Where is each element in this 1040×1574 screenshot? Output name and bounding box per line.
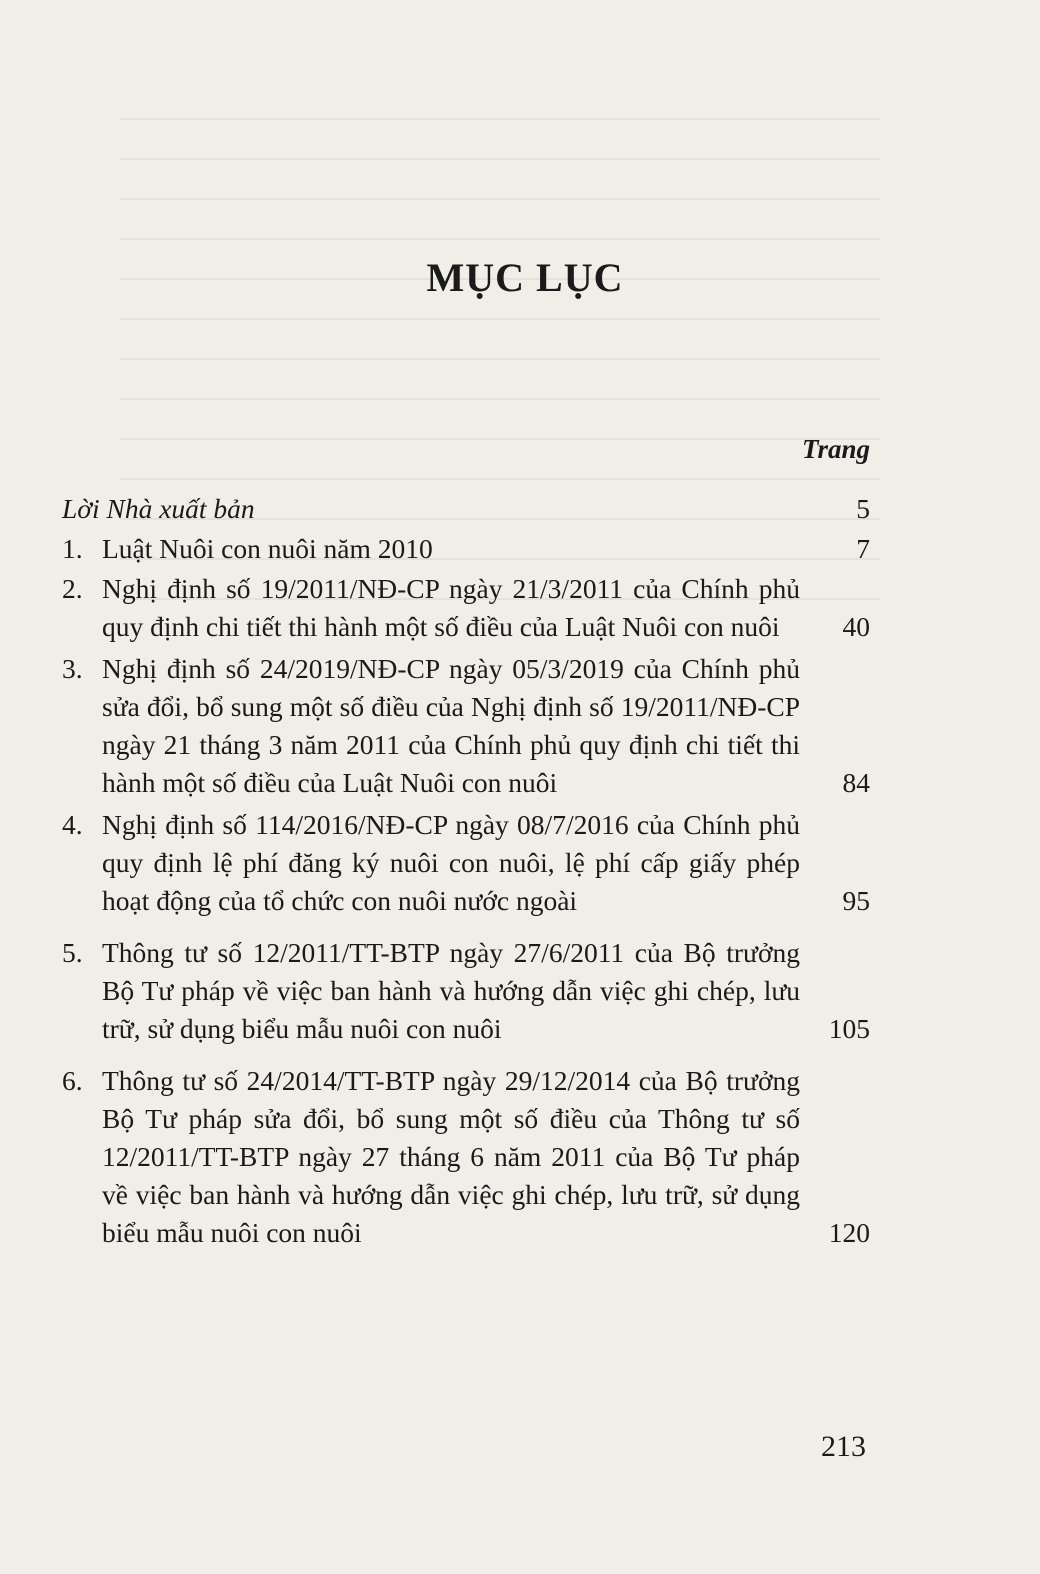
page-title: MỤC LỤC bbox=[426, 255, 624, 300]
toc-entry-number: 6. bbox=[62, 1065, 83, 1096]
toc-entry-text: Nghị định số 24/2019/NĐ-CP ngày 05/3/2019 của Chính phủ sửa đổi, bổ sung một số điều của Nghị định số 19/2011/NĐ-CP ngày 21 tháng 3 năm 2011 của Chính phủ quy định chi tiết thi hành một số điều của Luật Nuôi con nuôi bbox=[102, 653, 800, 798]
toc-entry-page: 105 bbox=[828, 1013, 870, 1044]
toc-entry-1 bbox=[62, 530, 870, 568]
toc-entry-number: 2. bbox=[62, 573, 83, 604]
toc-entry-5 bbox=[62, 934, 870, 1048]
toc-entry-6 bbox=[62, 1062, 870, 1252]
page-number: 213 bbox=[821, 1430, 866, 1463]
toc-entry-text: Thông tư số 12/2011/TT-BTP ngày 27/6/2011 của Bộ trưởng Bộ Tư pháp về việc ban hành và hướng dẫn việc ghi chép, lưu trữ, sử dụng biểu mẫu nuôi con nuôi bbox=[102, 937, 800, 1044]
toc-entry-text: Nghị định số 19/2011/NĐ-CP ngày 21/3/2011 của Chính phủ quy định chi tiết thi hành một số điều của Luật Nuôi con nuôi bbox=[102, 573, 800, 642]
toc-entry-page: 7 bbox=[856, 533, 870, 564]
toc-entry-page: 95 bbox=[842, 885, 870, 916]
toc-entry-number: 3. bbox=[62, 653, 83, 684]
toc-entry-text: Thông tư số 24/2014/TT-BTP ngày 29/12/2014 của Bộ trưởng Bộ Tư pháp sửa đổi, bổ sung một số điều của Thông tư số 12/2011/TT-BTP ngày 27 tháng 6 năm 2011 của Bộ Tư pháp về việc ban hành và hướng dẫn việc ghi chép, lưu trữ, sử dụng biểu mẫu nuôi con nuôi bbox=[102, 1065, 800, 1248]
toc-entry-2 bbox=[62, 570, 870, 646]
toc-entry-page: 5 bbox=[856, 493, 870, 524]
toc-entry-page: 40 bbox=[842, 611, 870, 642]
toc-entry-preface bbox=[62, 490, 870, 528]
toc-entry-text: Nghị định số 114/2016/NĐ-CP ngày 08/7/2016 của Chính phủ quy định lệ phí đăng ký nuôi con nuôi, lệ phí cấp giấy phép hoạt động của tổ chức con nuôi nước ngoài bbox=[102, 809, 800, 916]
toc-entry-3 bbox=[62, 650, 870, 802]
toc-entry-number: 5. bbox=[62, 937, 83, 968]
toc-entry-page: 120 bbox=[828, 1217, 870, 1248]
toc-list bbox=[62, 490, 870, 1252]
toc-entry-page: 84 bbox=[842, 767, 870, 798]
toc-entry-4 bbox=[62, 806, 870, 920]
toc-entry-text: Lời Nhà xuất bản bbox=[62, 493, 255, 524]
page-column-header: Trang bbox=[801, 434, 870, 464]
toc-entry-number: 4. bbox=[62, 809, 83, 840]
toc-entry-text: Luật Nuôi con nuôi năm 2010 bbox=[102, 533, 433, 564]
toc-entry-number: 1. bbox=[62, 533, 83, 564]
